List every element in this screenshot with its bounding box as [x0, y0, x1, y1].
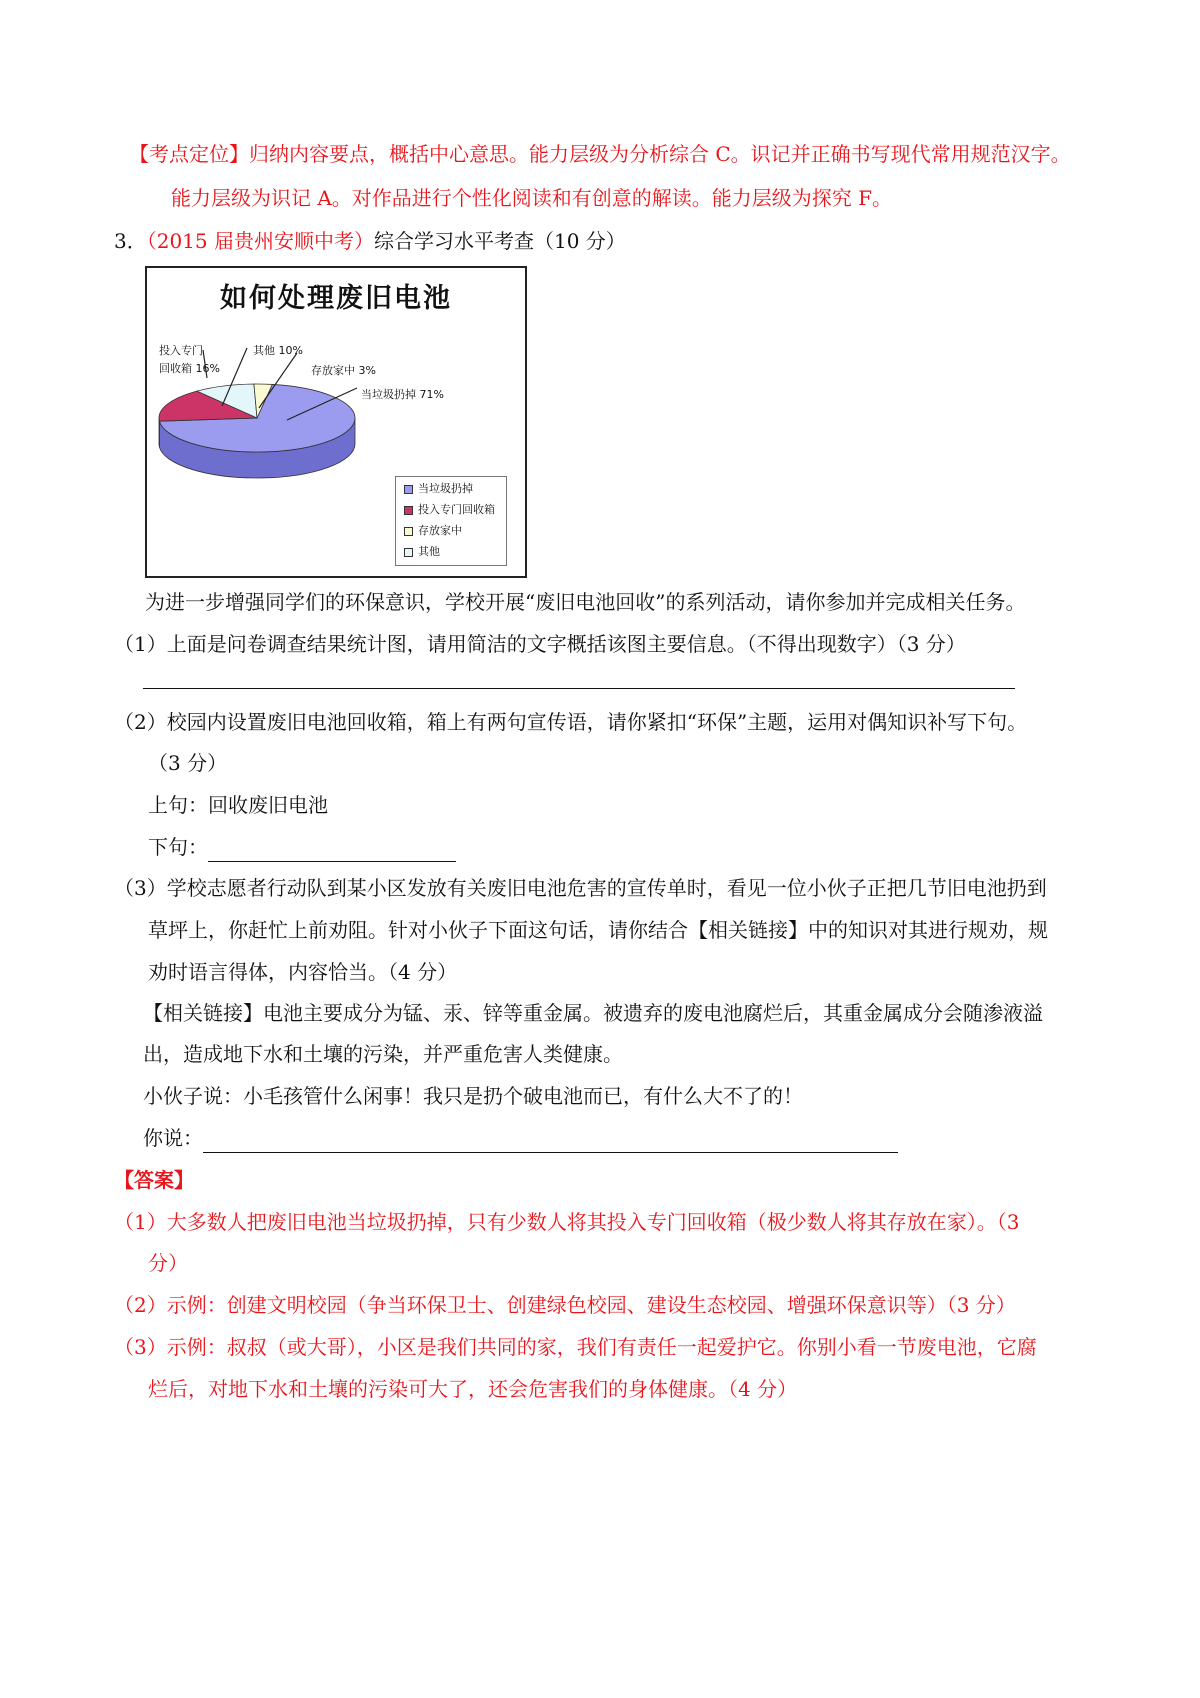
answer-label: 【答案】 [114, 1168, 194, 1192]
answer-3-line-2: 烂后，对地下水和土壤的污染可大了，还会危害我们的身体健康。（4 分） [148, 1377, 798, 1401]
pie-chart [145, 266, 527, 578]
legend-label: 其他 [418, 545, 440, 558]
chart-title: 如何处理废旧电池 [220, 283, 452, 314]
question-title: 综合学习水平考查（10 分） [374, 229, 626, 253]
q3-line-1: （3）学校志愿者行动队到某小区发放有关废旧电池危害的宣传单时，看见一位小伙子正把几节旧电池扔到 [114, 876, 1047, 900]
legend-swatch-collect [404, 506, 413, 515]
question-intro: 为进一步增强同学们的环保意识，学校开展“废旧电池回收”的系列活动，请你参加并完成相关任务。 [145, 590, 1026, 614]
legend-item-other [404, 544, 440, 560]
link-line-1: 【相关链接】电池主要成分为锰、汞、锌等重金属。被遗弃的废电池腐烂后，其重金属成分会随渗液溢 [143, 1001, 1043, 1025]
kaodian-line-1: 【考点定位】归纳内容要点，概括中心意思。能力层级为分析综合 C。识记并正确书写现代常用规范汉字。 [129, 142, 1071, 166]
young-man-quote: 小伙子说：小毛孩管什么闲事！我只是扔个破电池而已，有什么大不了的！ [143, 1084, 803, 1108]
q2-line-2: （3 分） [148, 751, 228, 775]
answer-2: （2）示例：创建文明校园（争当环保卫士、创建绿色校园、建设生态校园、增强环保意识等）（3 分） [114, 1293, 1016, 1317]
legend-label: 当垃圾扔掉 [418, 482, 473, 495]
chart-legend [395, 476, 507, 566]
legend-item-trash [404, 481, 473, 497]
you-say-line [143, 1123, 898, 1153]
legend-label: 投入专门回收箱 [418, 503, 495, 516]
q2-upper-sentence: 上句：回收废旧电池 [148, 793, 328, 817]
chart-label-trash: 当垃圾扔掉 71% [361, 388, 444, 401]
link-line-2: 出，造成地下水和土壤的污染，并严重危害人类健康。 [143, 1042, 623, 1066]
legend-swatch-other [404, 548, 413, 557]
pie-slices [159, 384, 355, 478]
kaodian-line-2: 能力层级为识记 A。对作品进行个性化阅读和有创意的解读。能力层级为探究 F。 [171, 186, 893, 210]
question-source: （2015 届贵州安顺中考） [146, 229, 374, 253]
q2-lower-blank[interactable] [208, 839, 456, 862]
chart-label-home: 存放家中 3% [311, 364, 376, 377]
legend-swatch-home [404, 527, 413, 536]
legend-item-home [404, 523, 462, 539]
chart-label-collect-2: 回收箱 16% [159, 362, 220, 375]
q1-text: （1）上面是问卷调查结果统计图，请用简洁的文字概括该图主要信息。（不得出现数字）（3 分） [114, 632, 966, 656]
question-number: 3． [114, 229, 147, 253]
q1-answer-line[interactable] [143, 666, 1015, 689]
answer-1-line-2: 分） [148, 1251, 188, 1275]
answer-3-line-1: （3）示例：叔叔（或大哥），小区是我们共同的家，我们有责任一起爱护它。你别小看一节废电池，它腐 [114, 1335, 1037, 1359]
legend-item-collect [404, 502, 495, 518]
legend-label: 存放家中 [418, 524, 462, 537]
q2-lower-sentence [148, 832, 456, 862]
chart-label-collect-1: 投入专门 [159, 344, 203, 357]
q2-line-1: （2）校园内设置废旧电池回收箱，箱上有两句宣传语，请你紧扣“环保”主题，运用对偶知识补写下句。 [114, 710, 1028, 734]
question-header [114, 226, 626, 256]
chart-label-other: 其他 10% [253, 344, 303, 357]
you-say-blank[interactable] [203, 1130, 898, 1153]
answer-1-line-1: （1）大多数人把废旧电池当垃圾扔掉，只有少数人将其投入专门回收箱（极少数人将其存放在家）。（3 [114, 1210, 1020, 1234]
q2-lower-label: 下句： [148, 835, 208, 859]
legend-swatch-trash [404, 485, 413, 494]
q3-line-2: 草坪上，你赶忙上前劝阻。针对小伙子下面这句话，请你结合【相关链接】中的知识对其进行规劝，规 [148, 918, 1048, 942]
you-say-label: 你说： [143, 1126, 203, 1150]
q3-line-3: 劝时语言得体，内容恰当。（4 分） [148, 960, 458, 984]
